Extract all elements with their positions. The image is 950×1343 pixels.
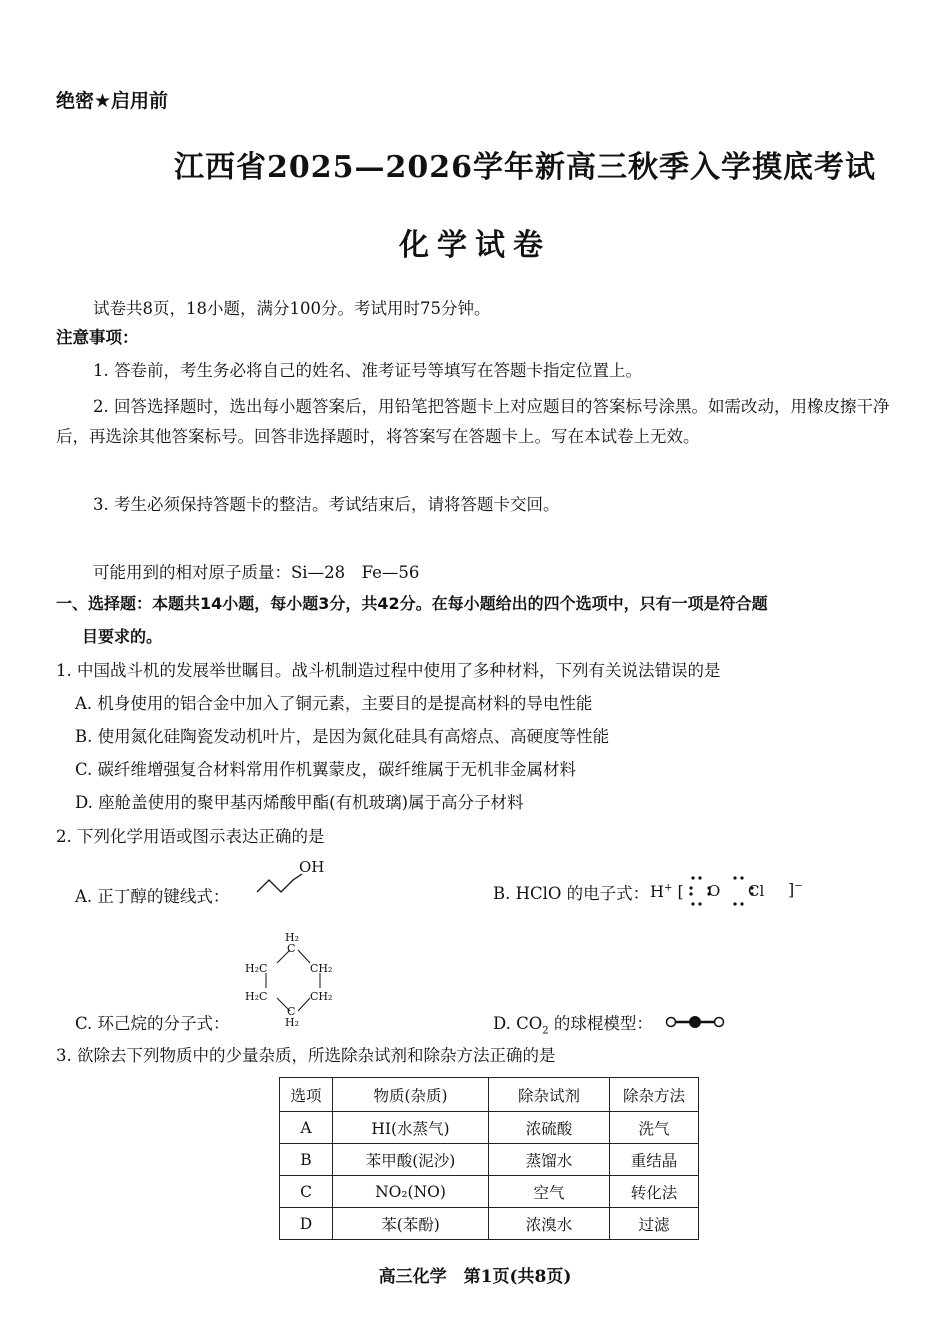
subject-title: 化学试卷 bbox=[399, 228, 551, 263]
oxygen-atom: O bbox=[708, 882, 721, 900]
butanol-oh-label: OH bbox=[299, 858, 325, 876]
table-row bbox=[280, 1144, 699, 1176]
q2-stem: 2. 下列化学用语或图示表达正确的是 bbox=[56, 827, 325, 846]
chlorine-atom: Cl bbox=[748, 882, 765, 900]
q3-options-table bbox=[279, 1077, 699, 1240]
q1-option-a: A. 机身使用的铝合金中加入了铜元素，主要目的是提高材料的导电性能 bbox=[75, 694, 593, 713]
note-item-2: 2. 回答选择题时，选出每小题答案后，用铅笔把答题卡上对应题目的答案标号涂黑。如需改动，用橡皮擦干净后，再选涂其他答案标号。回答非选择题时，将答案写在答题卡上。写在本试卷上无效。 bbox=[56, 397, 890, 446]
table-cell: NO₂(NO) bbox=[333, 1176, 489, 1208]
table-header-cell: 除杂试剂 bbox=[489, 1078, 610, 1112]
section-heading-line2: 目要求的。 bbox=[82, 627, 163, 646]
q1-option-d: D. 座舱盖使用的聚甲基丙烯酸甲酯(有机玻璃)属于高分子材料 bbox=[75, 793, 524, 812]
hydrogen-ion: H bbox=[650, 882, 664, 901]
cyclohexane-left-bottom: H₂C bbox=[245, 990, 268, 1003]
atomic-masses: 可能用到的相对原子质量：Si—28 Fe—56 bbox=[93, 563, 420, 582]
table-cell: 浓硫酸 bbox=[489, 1112, 610, 1144]
electron-dots bbox=[682, 868, 802, 916]
q3-stem: 3. 欲除去下列物质中的少量杂质，所选除杂试剂和除杂方法正确的是 bbox=[56, 1046, 556, 1065]
table-cell: 苯(苯酚) bbox=[333, 1208, 489, 1240]
table-cell: C bbox=[280, 1176, 333, 1208]
anion-bracket bbox=[788, 880, 803, 899]
table-row bbox=[280, 1176, 699, 1208]
cyclohexane-right-top: CH₂ bbox=[310, 962, 333, 975]
q1-option-b: B. 使用氮化硅陶瓷发动机叶片，是因为氮化硅具有高熔点、高硬度等性能 bbox=[75, 727, 610, 746]
cyclohexane-bottom-c: C bbox=[287, 1005, 296, 1018]
table-cell: HI(水蒸气) bbox=[333, 1112, 489, 1144]
table-cell: 洗气 bbox=[610, 1112, 699, 1144]
note-item-1: 1. 答卷前，考生务必将自己的姓名、准考证号等填写在答题卡指定位置上。 bbox=[93, 361, 642, 380]
cyclohexane-top-c: C bbox=[287, 942, 296, 955]
table-cell: 蒸馏水 bbox=[489, 1144, 610, 1176]
right-bracket: ] bbox=[788, 880, 795, 899]
table-header-cell: 选项 bbox=[280, 1078, 333, 1112]
table-cell: A bbox=[280, 1112, 333, 1144]
cyclohexane-right-bottom: CH₂ bbox=[310, 990, 333, 1003]
table-cell: 转化法 bbox=[610, 1176, 699, 1208]
exam-intro: 试卷共8页，18小题，满分100分。考试用时75分钟。 bbox=[93, 299, 491, 318]
q1-stem: 1. 中国战斗机的发展举世瞩目。战斗机制造过程中使用了多种材料，下列有关说法错误的是 bbox=[56, 661, 721, 680]
table-header-cell: 物质(杂质) bbox=[333, 1078, 489, 1112]
q1-option-c: C. 碳纤维增强复合材料常用作机翼蒙皮，碳纤维属于无机非金属材料 bbox=[75, 760, 577, 779]
table-header-row bbox=[280, 1078, 699, 1112]
co2-text: D. CO bbox=[493, 1014, 543, 1033]
co2-ball-stick-model bbox=[663, 1013, 727, 1031]
table-cell: 浓溴水 bbox=[489, 1208, 610, 1240]
table-cell: 空气 bbox=[489, 1176, 610, 1208]
butanol-skeletal-formula bbox=[255, 872, 305, 898]
co2-subscript: 2 bbox=[542, 1025, 549, 1037]
cyclohexane-left-top: H₂C bbox=[245, 962, 268, 975]
section-heading-line1: 一、选择题：本题共14小题，每小题3分，共42分。在每小题给出的四个选项中，只有一项是符合题 bbox=[56, 594, 768, 613]
table-cell: B bbox=[280, 1144, 333, 1176]
note-item-3: 3. 考生必须保持答题卡的整洁。考试结束后，请将答题卡交回。 bbox=[93, 495, 560, 514]
table-cell: 苯甲酸(泥沙) bbox=[333, 1144, 489, 1176]
q2-option-a-label: A. 正丁醇的键线式： bbox=[75, 887, 230, 906]
cyclohexane-bottom-h2: H₂ bbox=[285, 1016, 300, 1029]
table-row bbox=[280, 1112, 699, 1144]
cyclohexane-top-h2: H₂ bbox=[285, 931, 300, 944]
table-cell: 重结晶 bbox=[610, 1144, 699, 1176]
notes-heading: 注意事项： bbox=[56, 328, 139, 347]
page-footer: 高三化学 第1页(共8页) bbox=[378, 1267, 572, 1287]
minus-charge: − bbox=[794, 880, 803, 892]
co2-suffix: 的球棍模型： bbox=[548, 1014, 653, 1033]
table-cell: 过滤 bbox=[610, 1208, 699, 1240]
secret-label: 绝密★启用前 bbox=[56, 90, 169, 112]
hclo-electron-formula bbox=[650, 882, 684, 901]
q2-option-b-label: B. HClO 的电子式： bbox=[493, 884, 650, 903]
q2-option-c-label: C. 环己烷的分子式： bbox=[75, 1014, 230, 1033]
q2-option-d-label bbox=[493, 1012, 653, 1043]
left-bracket: [ bbox=[677, 882, 684, 901]
plus-charge: + bbox=[663, 882, 673, 894]
table-header-cell: 除杂方法 bbox=[610, 1078, 699, 1112]
exam-title: 江西省2025—2026学年新高三秋季入学摸底考试 bbox=[174, 150, 876, 185]
table-row bbox=[280, 1208, 699, 1240]
table-cell: D bbox=[280, 1208, 333, 1240]
